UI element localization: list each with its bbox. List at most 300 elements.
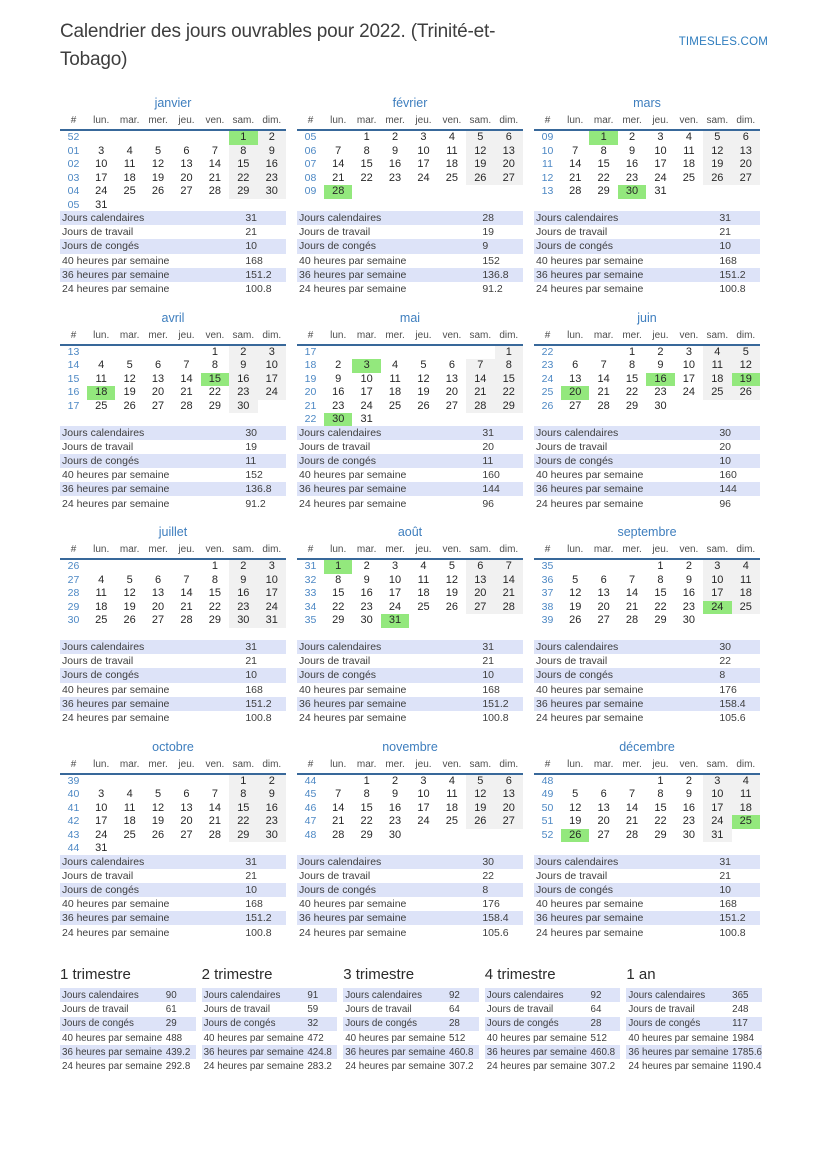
day-cell: 20 [151, 386, 165, 398]
stat-label: Jours de travail [536, 869, 608, 882]
day-cell: 9 [391, 144, 399, 157]
summary-col-1 [60, 966, 196, 1074]
day-cell [381, 413, 409, 427]
day-cell: 31 [654, 185, 667, 197]
stat-row [60, 211, 286, 225]
month-calendar [534, 759, 760, 843]
day-cell: 6 [600, 573, 607, 586]
stat-row [60, 697, 286, 711]
day-cell: 22 [597, 171, 610, 184]
day-cell: 23 [625, 171, 639, 184]
weekday-header: dim. [258, 544, 286, 559]
week-row [60, 145, 286, 159]
week-row [297, 359, 523, 373]
weekday-header: mar. [352, 544, 380, 559]
day-cell [732, 400, 760, 414]
day-cell: 27 [732, 172, 760, 186]
day-cell: 5 [572, 788, 579, 800]
stat-value: 92 [590, 989, 602, 1001]
day-cell: 22 [208, 386, 222, 398]
day-cell: 7 [628, 573, 636, 586]
stat-row [60, 897, 286, 911]
weekday-header: mar. [589, 759, 617, 774]
weekday-header: sam. [229, 115, 257, 130]
weekday-header: mar. [589, 544, 617, 559]
day-cell: 7 [335, 788, 342, 800]
stat-label: Jours calendaires [299, 426, 382, 439]
stat-value: 152 [245, 469, 263, 482]
stat-row [534, 711, 760, 725]
stat-row [297, 855, 523, 869]
summary-col-2 [202, 966, 338, 1074]
holiday-day-cell: 28 [324, 185, 352, 199]
stat-label: Jours de travail [62, 655, 134, 668]
stat-label: 40 heures par semaine [62, 469, 170, 482]
stat-row [534, 254, 760, 268]
weekday-header: ven. [675, 544, 703, 559]
weekday-header: jeu. [172, 330, 200, 345]
stat-label: 36 heures par semaine [536, 697, 644, 710]
stat-label: 36 heures par semaine [536, 483, 644, 496]
week-number: 44 [67, 842, 80, 854]
day-cell: 2 [258, 130, 286, 145]
day-cell [438, 345, 466, 360]
month-janvier [60, 96, 286, 311]
week-number: 52 [541, 828, 554, 841]
stat-row [297, 668, 523, 682]
day-cell: 12 [732, 359, 760, 373]
stat-label: 40 heures par semaine [62, 1032, 163, 1044]
day-cell: 29 [625, 399, 639, 412]
stat-row [534, 468, 760, 482]
day-cell: 16 [258, 158, 286, 172]
week-number: 20 [304, 386, 317, 398]
stat-label: Jours de congés [299, 240, 377, 253]
stat-row [60, 911, 286, 925]
stat-label: Jours de congés [62, 454, 140, 467]
week-number: 43 [67, 828, 80, 841]
stat-label: 40 heures par semaine [203, 1032, 304, 1044]
day-cell: 22 [654, 815, 667, 827]
stat-row [534, 683, 760, 697]
week-number: 48 [541, 774, 554, 787]
day-cell: 24 [258, 386, 286, 400]
day-cell: 5 [420, 359, 427, 371]
weekday-header: sam. [466, 759, 494, 774]
month-title: décembre [619, 739, 675, 754]
week-number-header: # [297, 544, 324, 559]
week-number: 14 [67, 359, 80, 371]
stat-value: 152 [482, 254, 500, 267]
day-cell: 27 [495, 172, 523, 186]
weekday-header: lun. [87, 759, 115, 774]
day-cell: 30 [388, 828, 402, 841]
day-cell: 2 [685, 774, 692, 787]
day-cell: 15 [625, 372, 639, 385]
stat-value: 512 [590, 1032, 607, 1044]
day-cell: 14 [208, 801, 222, 814]
stat-label: Jours de congés [62, 883, 140, 896]
day-cell: 18 [703, 373, 731, 387]
stat-row [202, 1017, 338, 1031]
stat-value: 28 [590, 1018, 602, 1030]
week-number-header: # [297, 330, 324, 345]
day-cell: 22 [332, 600, 345, 613]
week-number: 49 [541, 788, 554, 800]
stat-row [297, 225, 523, 239]
day-cell: 24 [388, 600, 402, 613]
month-calendar [297, 330, 523, 427]
stat-row [297, 925, 523, 939]
stat-label: Jours de travail [628, 1003, 695, 1015]
day-cell: 6 [154, 359, 162, 371]
stat-value: 31 [482, 641, 494, 654]
day-cell: 3 [391, 560, 399, 572]
stat-row [534, 640, 760, 654]
stat-value: 30 [245, 426, 257, 439]
stat-label: Jours de congés [62, 240, 140, 253]
day-cell: 3 [258, 559, 286, 574]
stat-label: Jours calendaires [62, 426, 145, 439]
day-cell: 2 [229, 559, 257, 574]
stat-label: Jours calendaires [536, 855, 619, 868]
day-cell [561, 130, 589, 145]
day-cell: 11 [446, 788, 458, 800]
day-cell: 10 [703, 788, 731, 802]
month-title: février [392, 96, 428, 110]
day-cell: 30 [682, 828, 696, 841]
day-cell: 17 [417, 801, 430, 814]
week-number: 05 [67, 198, 80, 211]
day-cell [409, 185, 437, 199]
day-cell [703, 400, 731, 414]
stats-table [60, 988, 196, 1074]
day-cell: 12 [466, 788, 494, 802]
day-cell [732, 829, 760, 843]
stat-value: 160 [719, 469, 737, 482]
weekday-header: jeu. [172, 759, 200, 774]
summary-title: 4 trimestre [484, 966, 556, 983]
day-cell: 3 [98, 788, 105, 800]
day-cell: 23 [682, 600, 696, 613]
week-row [297, 373, 523, 387]
week-number: 46 [304, 801, 317, 814]
day-cell: 4 [391, 359, 399, 371]
day-cell: 5 [126, 573, 133, 586]
day-cell: 6 [495, 130, 523, 145]
stat-label: Jours calendaires [299, 855, 382, 868]
day-cell: 21 [625, 600, 639, 613]
week-number: 31 [304, 560, 317, 572]
stat-label: 40 heures par semaine [536, 469, 644, 482]
month-février [297, 96, 523, 311]
stat-label: Jours de travail [62, 440, 134, 453]
week-row [60, 172, 286, 186]
weekday-header: dim. [495, 544, 523, 559]
day-cell: 9 [258, 145, 286, 159]
day-cell: 7 [183, 573, 190, 586]
day-cell [115, 842, 143, 856]
stat-label: 36 heures par semaine [299, 268, 407, 281]
week-number: 32 [304, 573, 317, 586]
day-cell: 29 [654, 828, 667, 841]
week-number: 18 [304, 359, 317, 371]
day-cell: 23 [258, 172, 286, 186]
weekday-header: mer. [144, 115, 172, 130]
stat-label: Jours de congés [62, 669, 140, 682]
day-cell [115, 199, 143, 213]
month-calendar [60, 115, 286, 212]
day-cell: 13 [180, 158, 193, 170]
day-cell [172, 559, 200, 574]
stat-row [534, 855, 760, 869]
day-cell: 25 [703, 386, 731, 400]
day-cell: 10 [417, 144, 430, 157]
day-cell: 2 [335, 359, 342, 371]
stat-value: 168 [482, 683, 500, 696]
site-link[interactable]: TIMESLES.COM [678, 36, 768, 48]
stat-value: 144 [719, 483, 737, 496]
stat-value: 8 [719, 669, 726, 682]
day-cell: 29 [332, 614, 345, 626]
weekday-header: lun. [561, 115, 589, 130]
weekday-header: jeu. [409, 759, 437, 774]
stat-label: 40 heures par semaine [536, 254, 644, 267]
day-cell: 10 [95, 158, 108, 170]
day-cell [589, 774, 617, 789]
day-cell: 8 [600, 144, 607, 157]
day-cell: 20 [732, 158, 760, 172]
day-cell: 16 [332, 386, 345, 398]
holiday-day-cell: 26 [561, 829, 589, 843]
stat-label: Jours de congés [345, 1018, 418, 1030]
stat-value: 176 [482, 898, 500, 911]
stat-value: 117 [732, 1018, 748, 1030]
weekday-header: mar. [352, 330, 380, 345]
stats-table [534, 855, 760, 940]
stat-row [534, 496, 760, 510]
week-row [534, 386, 760, 400]
day-cell: 29 [654, 614, 667, 626]
stat-value: 160 [482, 469, 500, 482]
summary-title: 1 an [626, 966, 656, 983]
day-cell: 26 [703, 172, 731, 186]
stat-row [626, 1017, 762, 1031]
weekday-header: mar. [115, 759, 143, 774]
week-row [60, 842, 286, 856]
day-cell: 23 [258, 815, 286, 829]
week-row [60, 614, 286, 628]
day-cell [732, 614, 760, 628]
day-cell: 29 [208, 614, 222, 626]
week-row [297, 185, 523, 199]
stat-value: 21 [719, 869, 731, 882]
day-cell: 27 [180, 828, 193, 841]
day-cell: 21 [597, 386, 610, 398]
week-number: 19 [304, 372, 317, 385]
stat-value: 19 [245, 440, 257, 453]
weekday-header: sam. [229, 759, 257, 774]
day-cell: 31 [95, 842, 108, 854]
day-cell: 31 [703, 829, 731, 843]
stat-row [60, 1017, 196, 1031]
weekday-header: mar. [589, 115, 617, 130]
month-calendar [534, 330, 760, 414]
stat-value: 30 [719, 641, 731, 654]
weekday-header: jeu. [409, 330, 437, 345]
stat-label: 36 heures par semaine [62, 697, 170, 710]
week-row [297, 158, 523, 172]
stat-row [343, 1045, 479, 1059]
day-cell: 14 [597, 372, 610, 385]
week-number: 47 [304, 815, 317, 827]
stat-row [485, 1017, 621, 1031]
week-row [297, 829, 523, 843]
weekday-header: dim. [732, 544, 760, 559]
day-cell: 27 [466, 601, 494, 615]
day-cell: 7 [495, 559, 523, 574]
day-cell: 11 [732, 788, 760, 802]
day-cell: 4 [126, 144, 133, 157]
stat-label: 24 heures par semaine [299, 712, 407, 725]
weekday-header: mer. [144, 544, 172, 559]
holiday-day-cell: 19 [732, 373, 760, 387]
day-cell: 4 [732, 559, 760, 574]
day-cell: 9 [258, 788, 286, 802]
weekday-header: jeu. [646, 759, 674, 774]
day-cell: 26 [569, 614, 582, 626]
stats-table [202, 988, 338, 1074]
weekday-header: lun. [87, 544, 115, 559]
stat-label: Jours de travail [345, 1003, 412, 1015]
weekday-header: dim. [258, 330, 286, 345]
stat-value: 460.8 [448, 1046, 474, 1058]
stat-row [626, 1002, 762, 1016]
day-cell: 19 [569, 815, 582, 827]
day-cell: 29 [597, 185, 610, 197]
day-cell [561, 345, 589, 360]
day-cell: 22 [208, 600, 222, 613]
holiday-day-cell: 15 [201, 373, 229, 387]
stat-label: Jours de congés [628, 1018, 701, 1030]
weekday-header: mar. [352, 759, 380, 774]
stat-row [60, 454, 286, 468]
day-cell: 8 [628, 359, 636, 371]
stat-label: 24 heures par semaine [62, 1061, 163, 1073]
stat-value: 92 [448, 989, 460, 1001]
day-cell: 9 [391, 788, 399, 800]
day-cell: 18 [445, 801, 459, 814]
stat-row [60, 482, 286, 496]
stat-value: 105.6 [482, 926, 509, 939]
day-cell: 16 [258, 802, 286, 816]
stat-value: 283.2 [307, 1061, 332, 1073]
day-cell: 19 [123, 600, 136, 613]
week-row [60, 185, 286, 199]
day-cell: 30 [654, 399, 667, 412]
day-cell: 8 [211, 573, 218, 586]
day-cell: 28 [180, 399, 193, 412]
day-cell: 14 [180, 587, 193, 599]
day-cell: 22 [625, 386, 639, 398]
month-septembre [534, 525, 760, 740]
day-cell: 23 [332, 399, 345, 412]
day-cell: 8 [495, 359, 523, 373]
stat-label: 40 heures par semaine [536, 898, 644, 911]
day-cell: 14 [495, 574, 523, 588]
stats-table [485, 988, 621, 1074]
day-cell: 12 [151, 158, 165, 170]
stat-row [534, 482, 760, 496]
holiday-day-cell: 30 [618, 185, 646, 199]
weekday-header: dim. [732, 330, 760, 345]
day-cell [495, 413, 523, 427]
stat-label: 24 heures par semaine [486, 1061, 588, 1073]
stat-value: 136.8 [245, 483, 272, 496]
stat-value: 64 [590, 1003, 602, 1015]
day-cell: 26 [123, 399, 136, 412]
day-cell: 21 [466, 386, 494, 400]
day-cell: 19 [445, 587, 459, 599]
day-cell: 13 [151, 372, 165, 385]
day-cell: 3 [258, 345, 286, 360]
day-cell: 1 [495, 345, 523, 360]
day-cell [466, 345, 494, 360]
day-cell: 5 [466, 130, 494, 145]
stat-value: 22 [719, 655, 731, 668]
month-novembre [297, 740, 523, 955]
stat-value: 10 [719, 454, 731, 467]
week-row [60, 199, 286, 213]
stat-row [297, 697, 523, 711]
week-number: 03 [67, 171, 80, 184]
week-number: 50 [541, 801, 554, 814]
day-cell: 26 [417, 399, 430, 412]
stat-label: Jours calendaires [203, 989, 281, 1001]
months-grid [60, 96, 760, 954]
day-cell: 17 [95, 815, 108, 827]
summary-title: 1 trimestre [60, 966, 131, 983]
week-number-header: # [60, 759, 87, 774]
weekday-header: dim. [732, 115, 760, 130]
day-cell [258, 842, 286, 856]
day-cell: 19 [151, 815, 165, 827]
day-cell: 11 [683, 144, 695, 157]
stat-row [626, 1031, 762, 1045]
weekday-header: mar. [589, 330, 617, 345]
day-cell: 13 [495, 145, 523, 159]
stat-value: 91.2 [245, 497, 266, 510]
weekday-header-row [60, 759, 286, 774]
stat-value: 168 [245, 683, 263, 696]
stats-table [534, 640, 760, 725]
stat-label: 24 heures par semaine [536, 926, 644, 939]
week-number: 35 [304, 614, 317, 626]
day-cell: 19 [466, 802, 494, 816]
weekday-header: lun. [561, 544, 589, 559]
month-juillet [60, 525, 286, 740]
week-row [534, 802, 760, 816]
stat-label: Jours de congés [536, 454, 614, 467]
day-cell: 22 [495, 386, 523, 400]
day-cell: 28 [208, 185, 222, 197]
stat-value: 472 [307, 1032, 324, 1044]
day-cell: 6 [572, 359, 579, 371]
stat-label: Jours de travail [203, 1003, 271, 1015]
day-cell: 3 [685, 345, 692, 358]
stat-row [534, 211, 760, 225]
stat-row [626, 1059, 762, 1073]
